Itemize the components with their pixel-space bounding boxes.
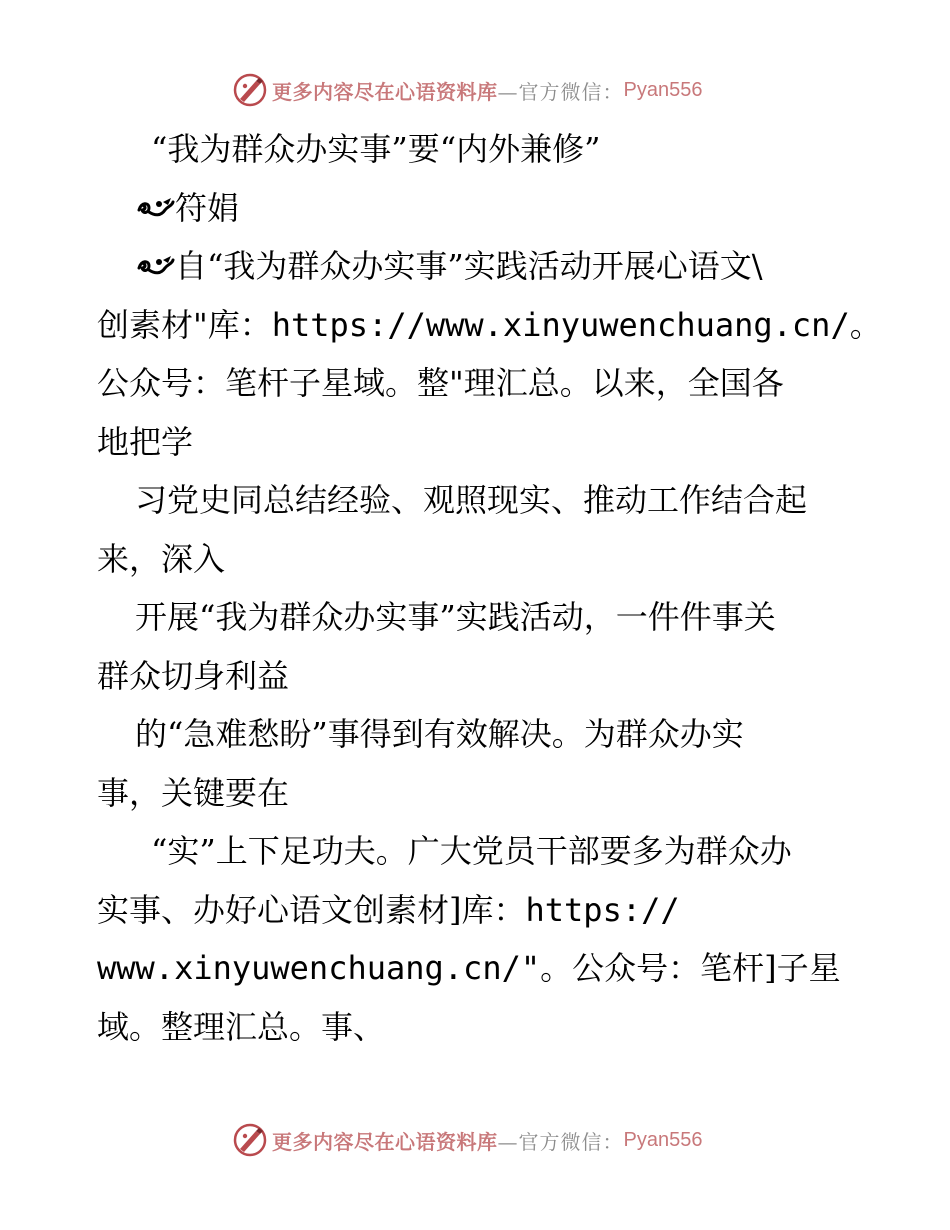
paragraph-line: 的“急难愁盼”事得到有效解决。为群众办实 [135,715,744,753]
paragraph-line [97,939,877,998]
source-url: https:// [525,890,680,929]
paragraph-text: 自“我为群众办实事”实践活动开展心语文\ [175,247,763,285]
watermark-text: 更多内容尽在心语资料库 [272,79,498,104]
paragraph-line: 群众切身利益 [97,656,290,695]
flourish-bullet-icon [135,252,175,280]
paragraph-text: 。公众号：笔杆]子星 [540,949,841,987]
paragraph-line: 公众号：笔杆子星域。整"理汇总。以来，全国各 [97,364,784,402]
source-url: https://www.xinyuwenchuang.cn/ [271,305,850,344]
paragraph-line: 开展“我为群众办实事”实践活动，一件件事关 [135,598,776,636]
paragraph-line: 域。整理汇总。事、 [97,1007,386,1046]
author-line [97,179,877,238]
article-title: “我为群众办实事”要“内外兼修” [151,130,601,168]
watermark-wechat-id: Pyan556 [623,1128,703,1151]
pen-logo-icon [232,1122,268,1158]
paragraph-line: 习党史同总结经验、观照现实、推动工作结合起 [135,481,808,519]
paragraph-text: 创素材"库： [97,305,272,344]
paragraph-line: “实”上下足功夫。广大党员干部要多为群众办 [151,832,792,870]
author-name: 符娟 [175,188,240,227]
paragraph-line: 来，深入 [97,539,226,578]
paragraph-text: 实事、办好心语文创素材]库： [97,890,526,929]
watermark-wechat-label: —官方微信： [497,79,624,104]
source-url: www.xinyuwenchuang.cn/" [97,949,541,987]
watermark-wechat-id: Pyan556 [623,78,703,101]
article-body [97,120,882,1056]
pen-logo-icon [232,72,268,108]
watermark-footer [232,1120,702,1160]
flourish-bullet-icon [135,194,175,222]
paragraph-line: 事，关键要在 [97,773,290,812]
watermark-text: 更多内容尽在心语资料库 [272,1129,498,1154]
paragraph-text: 。 [849,305,882,344]
watermark-header [232,70,702,110]
paragraph-line [97,237,877,296]
paragraph-line [97,296,882,355]
watermark-wechat-label: —官方微信： [497,1129,624,1154]
paragraph-line: 地把学 [97,422,194,461]
paragraph-line [97,881,877,940]
